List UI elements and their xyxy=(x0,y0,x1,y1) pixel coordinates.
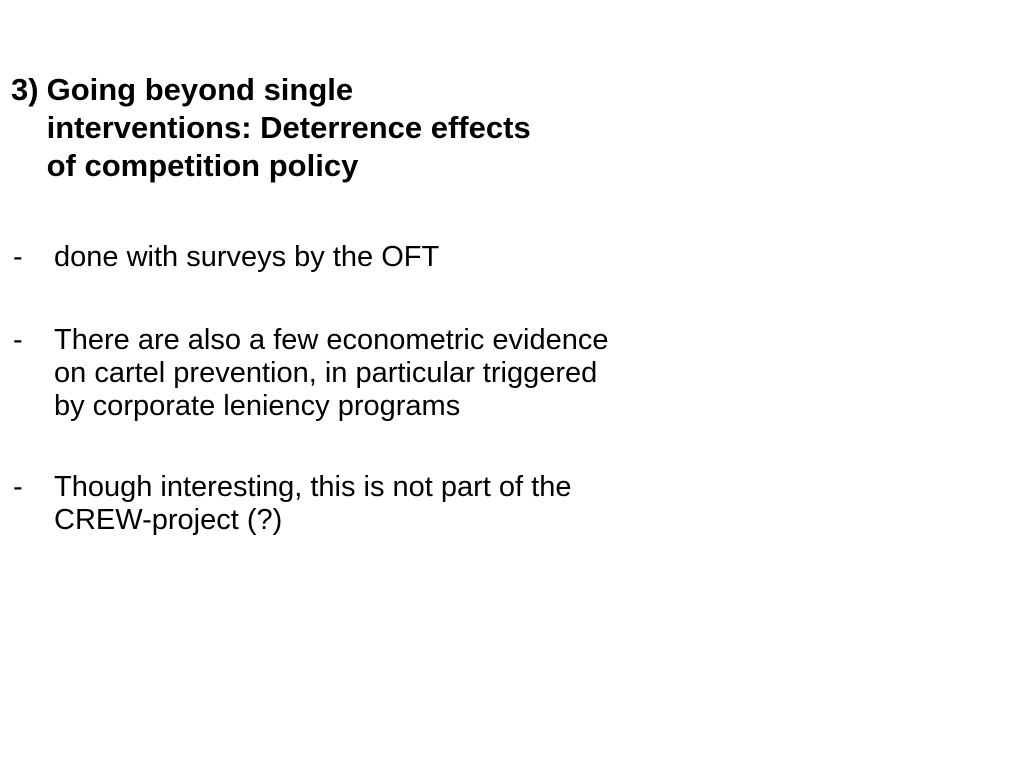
bullet-text xyxy=(54,471,571,537)
heading-number: 3) xyxy=(11,72,39,107)
bullet-text xyxy=(54,241,439,274)
bullet-line: by corporate leniency programs xyxy=(54,390,461,422)
bullet-item-econometric xyxy=(13,324,609,423)
heading-line-2: interventions: Deterrence effects xyxy=(46,110,531,145)
slide-heading xyxy=(11,71,711,185)
bullet-item-surveys xyxy=(13,241,439,274)
heading-line-1: Going beyond single xyxy=(46,72,354,107)
heading-line-3: of competition policy xyxy=(46,148,359,183)
bullet-dash: - xyxy=(13,241,23,273)
bullet-line: done with surveys by the OFT xyxy=(54,241,440,273)
bullet-item-crew-project xyxy=(13,471,571,537)
bullet-text xyxy=(54,324,609,423)
bullet-line: on cartel prevention, in particular triggered xyxy=(54,357,598,389)
bullet-line: Though interesting, this is not part of the xyxy=(54,471,572,503)
bullet-dash: - xyxy=(13,324,23,356)
bullet-dash: - xyxy=(13,471,23,503)
heading-text xyxy=(47,71,531,185)
bullet-line: There are also a few econometric evidence xyxy=(54,324,609,356)
bullet-line: CREW-project (?) xyxy=(54,504,283,536)
